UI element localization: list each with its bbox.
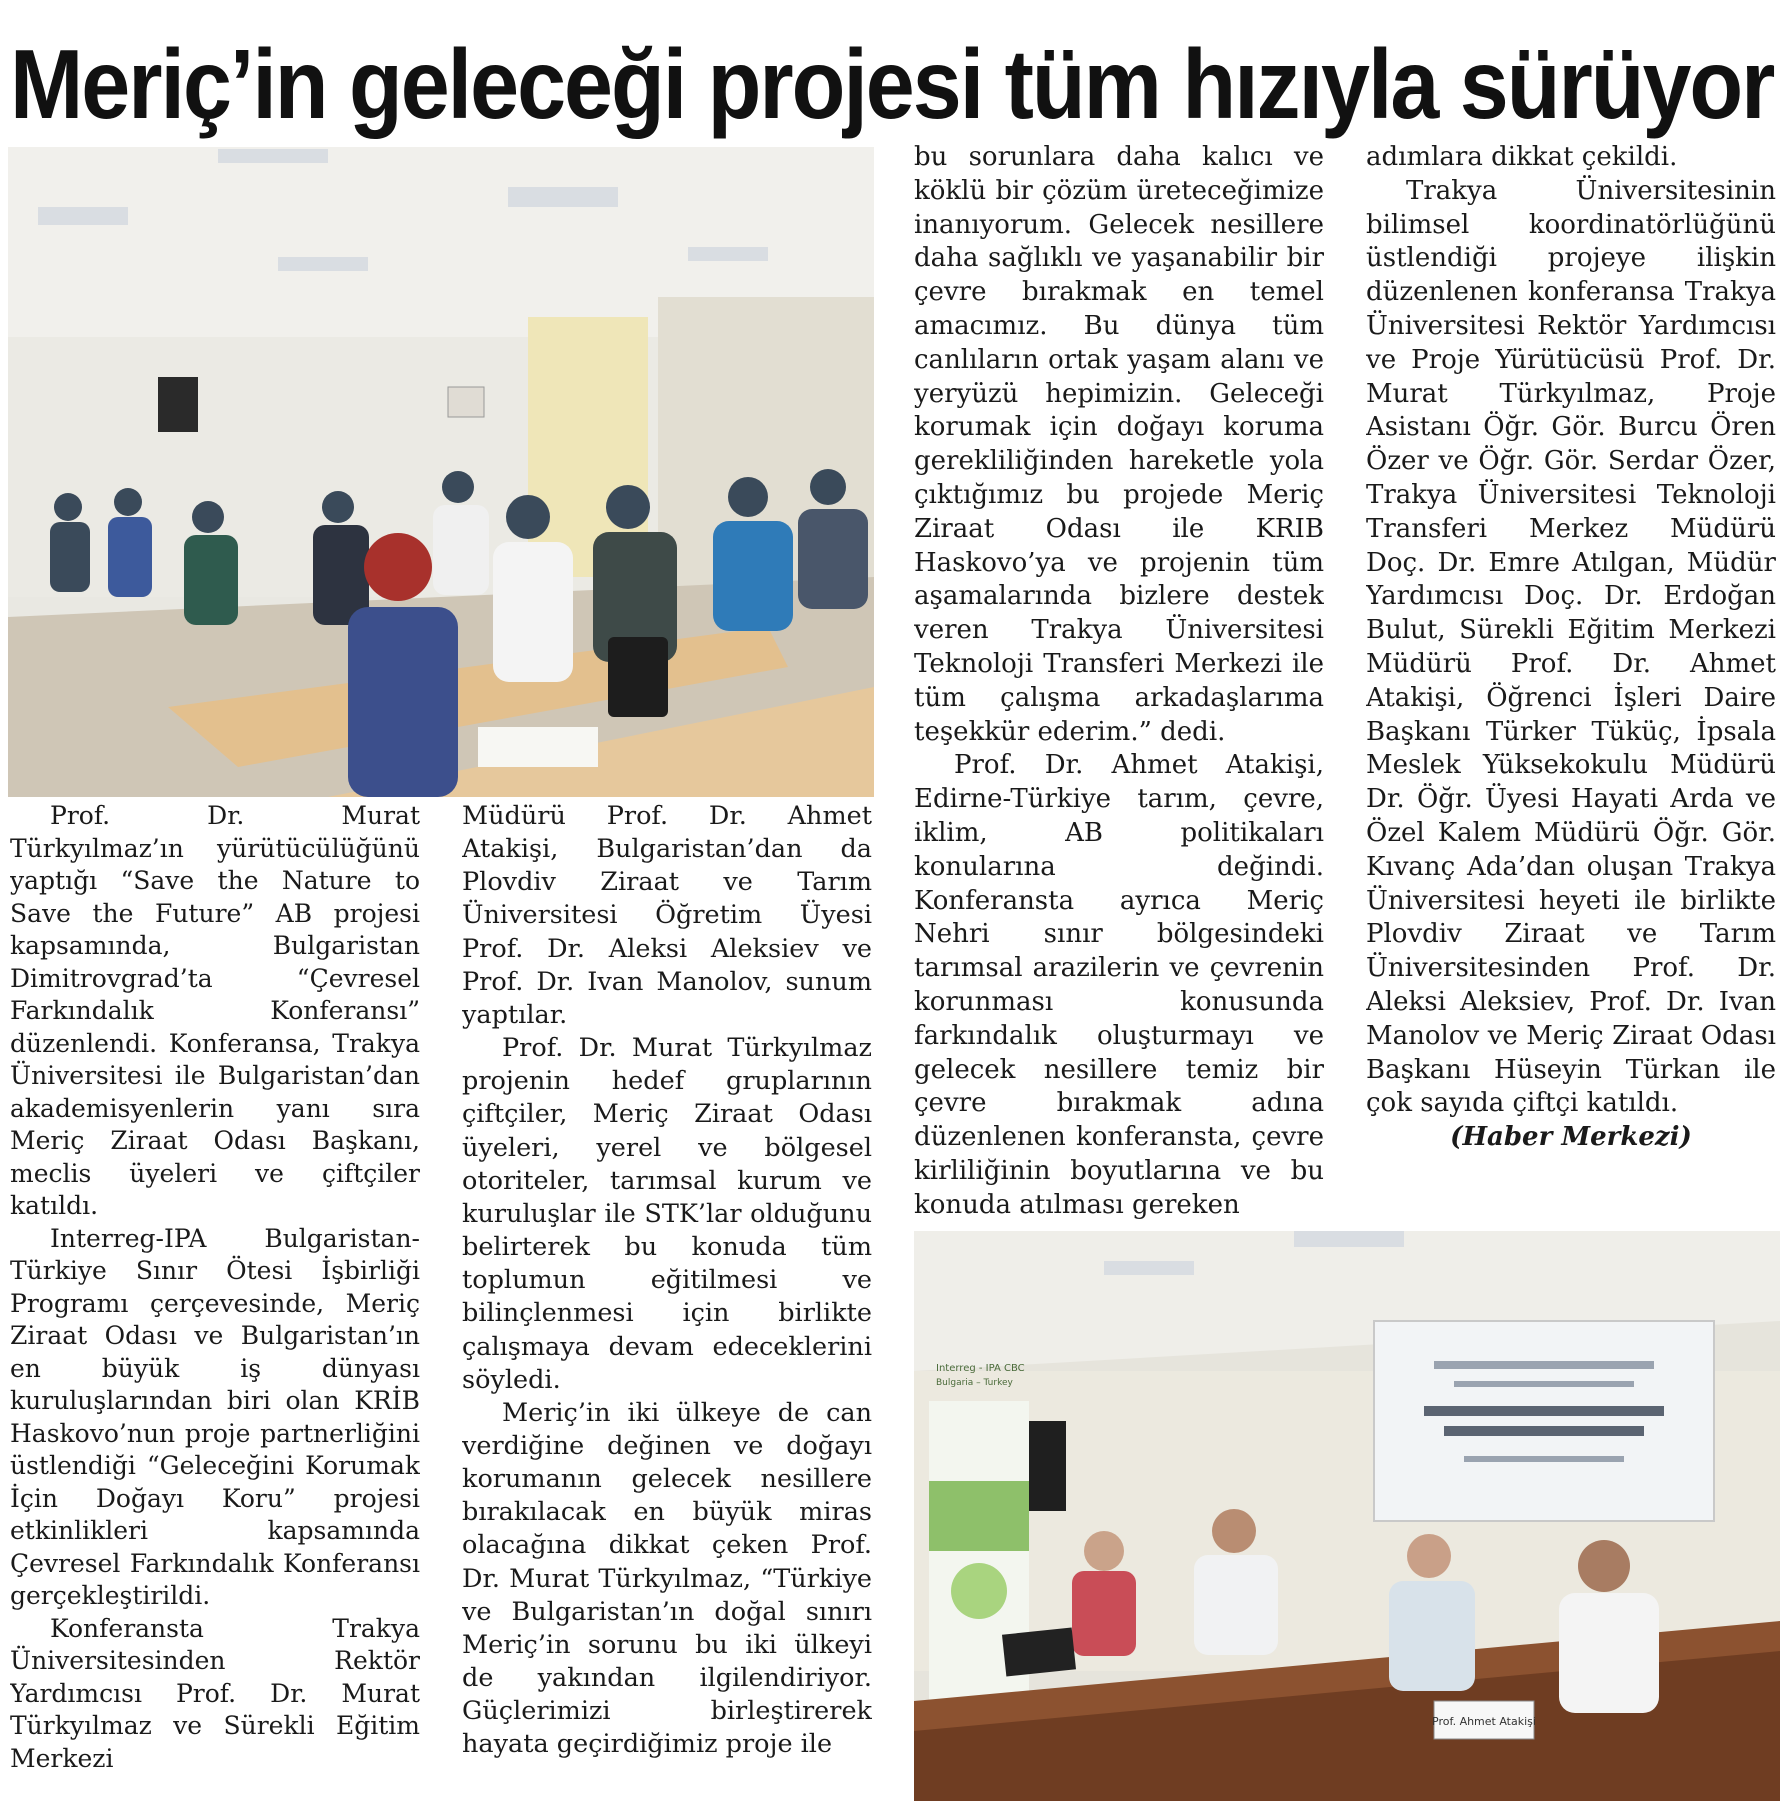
- article-column-2: [462, 800, 872, 1790]
- paragraph: Konferansta Trakya Üniversitesinden Rektör Yardımcısı Prof. Dr. Murat Türkyılmaz ve Sürekli Eğitim Merkezi: [10, 1613, 420, 1773]
- article-column-3: [914, 141, 1324, 1226]
- placard-text: Prof. Ahmet Atakişi: [1432, 1715, 1536, 1728]
- paragraph: Trakya Üniversitesinin bilimsel koordinatörlüğünü üstlendiği projeye ilişkin düzenlenen konferansa Trakya Üniversitesi Rektör Yardımcısı ve Proje Yürütücüsü Prof. Dr. Murat Türkyılmaz, Proje Asistanı Öğr. Gör. Burcu Ören Özer ve Öğr. Gör. Serdar Özer, Trakya Üniversitesi Teknoloji Transferi Merkez Müdürü Doç. Dr. Emre Atılgan, Müdür Yardımcısı Doç. Dr. Erdoğan Bulut, Sürekli Eğitim Merkezi Müdürü Prof. Dr. Ahmet Atakişi, Öğrenci İşleri Daire Başkanı Türker Tüküç, İpsala Meslek Yüksekokulu Müdürü Dr. Öğr. Üyesi Hayati Arda ve Özel Kalem Müdürü Öğr. Gör. Kıvanç Ada’dan oluşan Trakya Üniversitesi heyeti ile birlikte Plovdiv Ziraat ve Tarım Üniversitesinden Prof. Dr. Aleksi Aleksiev, Prof. Dr. Ivan Manolov ve Meriç Ziraat Odası Başkanı Hüseyin Türkan ile çok sayıda çiftçi katıldı.: [1366, 175, 1776, 1119]
- paragraph: Prof. Dr. Murat Türkyılmaz’ın yürütücülüğünü yaptığı “Save the Nature to Save the Future” AB projesi kapsamında, Bulgaristan Dimitrovgrad’ta “Çevresel Farkındalık Konferansı” düzenlendi. Konferansa, Trakya Üniversitesi ile Bulgaristan’dan akademisyenlerin yanı sıra Meriç Ziraat Odası Başkanı, meclis üyeleri ve çiftçiler katıldı.: [10, 801, 420, 1220]
- paragraph: Müdürü Prof. Dr. Ahmet Atakişi, Bulgaristan’dan da Plovdiv Ziraat ve Tarım Üniversitesi Öğretim Üyesi Prof. Dr. Aleksi Aleksiev ve Prof. Dr. Ivan Manolov, sunum yaptılar.: [462, 801, 872, 1030]
- article-headline: Meriç’in geleceği projesi tüm hızıyla sürüyor: [10, 28, 1774, 140]
- paragraph: bu sorunlara daha kalıcı ve köklü bir çözüm üreteceğimize inanıyorum. Gelecek nesillere daha sağlıklı ve yaşanabilir bir çevre bırakmak en temel amacımız. Bu dünya tüm canlıların ortak yaşam alanı ve yeryüzü hepimizin. Geleceği korumak için doğayı koruma gerekliliğinden hareketle yola çıktığımız bu projede Meriç Ziraat Odası ile KRIB Haskovo’ya ve projenin tüm aşamalarında bizlere destek veren Trakya Üniversitesi Teknoloji Transferi Merkezi ile tüm çalışma arkadaşlarıma teşekkür ederim.” dedi.: [914, 142, 1324, 747]
- paragraph: Prof. Dr. Murat Türkyılmaz projenin hedef gruplarının çiftçiler, Meriç Ziraat Odası üyeleri, yerel ve bölgesel otoriteler, tarımsal kurum ve kuruluşlar ile STK’lar olduğunu belirterek bu konuda tüm toplumun eğitilmesi ve bilinçlenmesi için birlikte çalışmaya devam edeceklerini söyledi.: [462, 1033, 872, 1395]
- paragraph: Prof. Dr. Ahmet Atakişi, Edirne-Türkiye tarım, çevre, iklim, AB politikaları konularına değindi. Konferansta ayrıca Meriç Nehri sınır bölgesindeki tarımsal arazilerin ve çevrenin korunması konusunda farkındalık oluşturmayı ve gelecek nesillere temiz bir çevre bırakmak adına düzenlenen konferansta, çevre kirliliğinin boyutlarına ve bu konuda atılması gereken: [914, 750, 1324, 1220]
- name-placard: [1432, 1701, 1536, 1739]
- news-credit: (Haber Merkezi): [1450, 1122, 1692, 1153]
- speakers-photo: [914, 1231, 1780, 1801]
- article-column-4: [1366, 141, 1776, 1226]
- paragraph: adımlara dikkat çekildi.: [1366, 142, 1678, 172]
- paragraph: Interreg-IPA Bulgaristan-Türkiye Sınır Ötesi İşbirliği Programı çerçevesinde, Meriç Ziraat Odası ve Bulgaristan’ın en büyük iş dünyası kuruluşlarından biri olan KRİB Haskovo’nun proje partnerliğini üstlendiği “Geleceğini Korumak İçin Doğayı Koru” projesi etkinlikleri kapsamında Çevresel Farkındalık Konferansı gerçekleştirildi.: [10, 1223, 420, 1610]
- banner-title: Interreg - IPA CBC: [936, 1363, 1025, 1374]
- paragraph: Meriç’in iki ülkeye de can verdiğine değinen ve doğayı korumanın gelecek nesillere bırakılacak en büyük miras olacağına dikkat çeken Prof. Dr. Murat Türkyılmaz, “Türkiye ve Bulgaristan’ın doğal sınırı Meriç’in sorunu bu iki ülkeyi de yakından ilgilendiriyor. Güçlerimizi birleştirerek hayata geçirdiğimiz proje ile: [462, 1397, 872, 1760]
- banner-subtitle: Bulgaria – Turkey: [936, 1378, 1013, 1388]
- audience-photo: [8, 147, 874, 797]
- article-column-1: [10, 800, 420, 1790]
